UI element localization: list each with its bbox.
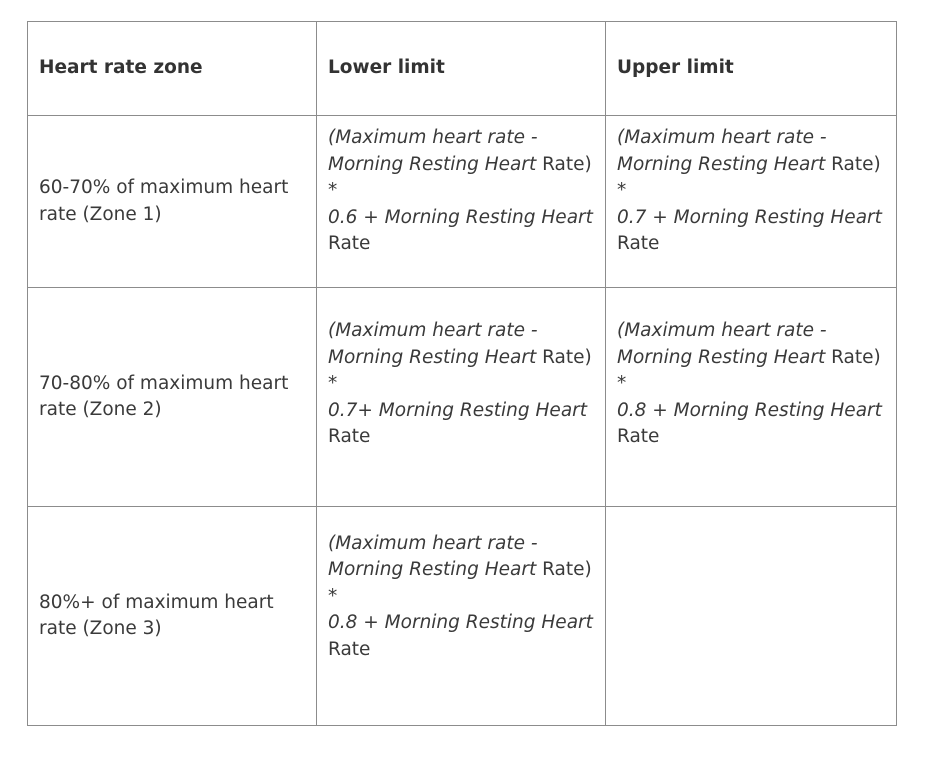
- formula-text: Morning Resting Heart: [617, 346, 826, 368]
- zone-label: 70-80% of maximum heart rate (Zone 2): [28, 288, 317, 507]
- upper-limit-formula: [606, 288, 897, 507]
- formula-line: Rate: [328, 426, 371, 447]
- lower-limit-formula: [317, 288, 606, 507]
- formula-text: Rate) *: [617, 346, 881, 394]
- formula-text: Rate) *: [328, 346, 592, 394]
- upper-limit-formula: [606, 116, 897, 288]
- formula-line: [617, 345, 886, 398]
- formula-line: (Maximum heart rate -: [328, 320, 538, 341]
- zone-label: 80%+ of maximum heart rate (Zone 3): [28, 507, 317, 726]
- formula-text: Rate) *: [328, 153, 592, 202]
- formula-text: Morning Resting Heart: [617, 153, 826, 175]
- formula-line: Rate: [617, 426, 660, 447]
- formula-line: (Maximum heart rate -: [617, 320, 827, 341]
- header-lower-limit: Lower limit: [317, 22, 606, 116]
- table-row: [28, 507, 897, 726]
- zone-label: 60-70% of maximum heart rate (Zone 1): [28, 116, 317, 288]
- formula-text: Morning Resting Heart: [328, 559, 537, 581]
- formula-text: Morning Resting Heart: [328, 153, 537, 175]
- formula-line: 0.8 + Morning Resting Heart: [328, 612, 593, 634]
- formula-line: [328, 557, 595, 610]
- formula-line: Rate: [617, 233, 660, 255]
- formula-line: Rate: [328, 638, 371, 660]
- lower-limit-formula: [317, 507, 606, 726]
- table-row: [28, 288, 897, 507]
- formula-text: Rate) *: [617, 153, 881, 202]
- formula-text: Morning Resting Heart: [328, 346, 537, 368]
- upper-limit-empty-cell: [606, 507, 897, 726]
- table-header-row: [28, 22, 897, 116]
- formula-line: 0.6 + Morning Resting Heart: [328, 206, 593, 228]
- formula-line: (Maximum heart rate -: [328, 127, 538, 149]
- formula-line: [328, 152, 595, 205]
- table-row: [28, 116, 897, 288]
- header-heart-rate-zone: Heart rate zone: [28, 22, 317, 116]
- heart-rate-zones-table: [27, 21, 897, 726]
- formula-line: Rate: [328, 233, 371, 255]
- formula-line: (Maximum heart rate -: [328, 532, 538, 554]
- formula-text: Rate) *: [328, 559, 592, 607]
- formula-line: 0.7 + Morning Resting Heart: [617, 206, 882, 228]
- lower-limit-formula: [317, 116, 606, 288]
- formula-line: (Maximum heart rate -: [617, 127, 827, 149]
- formula-line: 0.8 + Morning Resting Heart: [617, 399, 882, 421]
- formula-line: [328, 345, 595, 398]
- formula-line: [617, 152, 886, 205]
- formula-line: 0.7+ Morning Resting Heart: [328, 399, 588, 421]
- header-upper-limit: Upper limit: [606, 22, 897, 116]
